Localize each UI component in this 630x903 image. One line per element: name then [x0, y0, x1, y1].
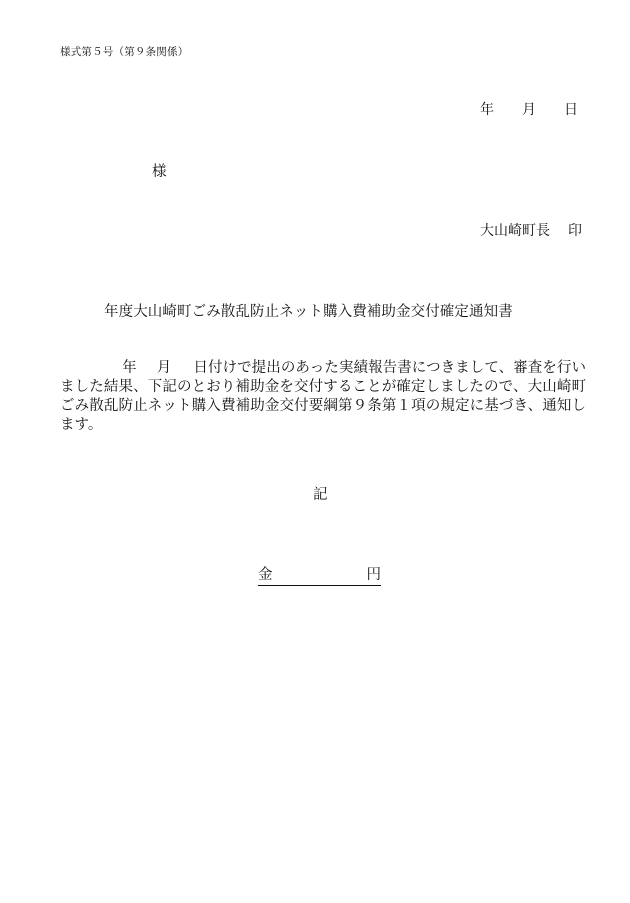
amount-prefix: 金	[258, 567, 273, 583]
date-day-label: 日	[564, 102, 578, 118]
addressee-suffix: 様	[152, 164, 167, 180]
body-year-label: 年	[122, 360, 137, 376]
amount-line	[258, 563, 381, 586]
date-month-label: 月	[522, 102, 536, 118]
ki-heading: 記	[313, 487, 328, 503]
document-title: 年度大山崎町ごみ散乱防止ネット購入費補助金交付確定通知書	[104, 304, 513, 320]
date-line	[480, 99, 578, 119]
body-month-label: 月	[156, 360, 172, 376]
form-number: 様式第５号（第９条関係）	[60, 46, 189, 58]
amount-suffix: 円	[366, 567, 381, 583]
issuer-seal: 印	[568, 223, 582, 239]
issuer-line	[480, 220, 582, 240]
issuer-name: 大山崎町長	[480, 223, 550, 239]
body-text: 日付けで提出のあった実績報告書につきまして、審査を行いました結果、下記のとおり補助金を交付することが確定しましたので、大山崎町ごみ散乱防止ネット購入費補助金交付要綱第９条第１項の規定に基づき、通知します。	[60, 360, 587, 433]
date-year-label: 年	[480, 102, 494, 118]
body-paragraph	[60, 359, 586, 435]
